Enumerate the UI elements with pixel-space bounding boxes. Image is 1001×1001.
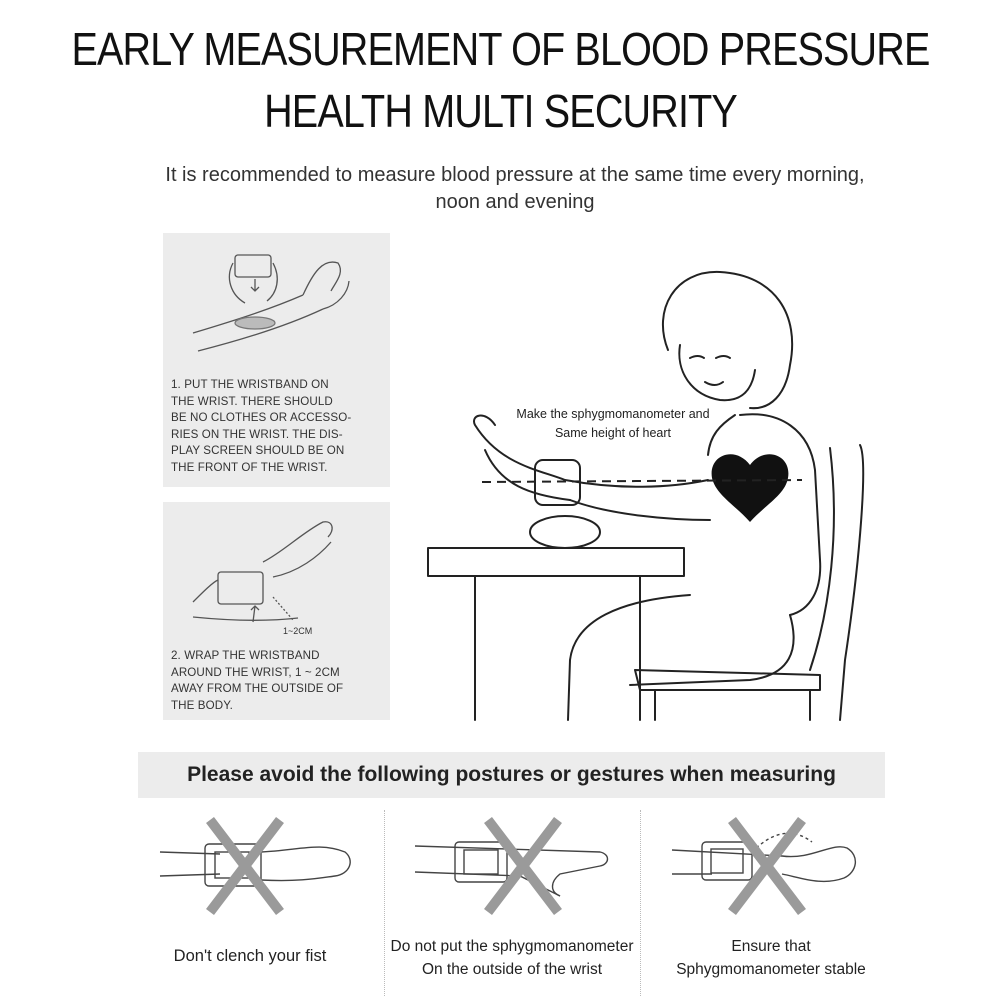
seated-measurement-illustration [390, 230, 880, 725]
avoid-caption-3: Ensure that Sphygmomanometer stable [676, 938, 866, 978]
avoid-heading: Please avoid the following postures or gestures when measuring [187, 763, 836, 786]
wristband-wrap-icon [163, 502, 390, 642]
page-title-line-2: HEALTH MULTI SECURITY [264, 85, 737, 137]
clenched-fist-icon [150, 812, 370, 922]
step-1-text: 1. PUT THE WRISTBAND ON THE WRIST. THERE SHOULD BE NO CLOTHES OR ACCESSO- RIES ON THE WRIST. THE DIS- PLAY SCREEN SHOULD BE ON THE FRONT OF THE WRIST. [171, 378, 352, 474]
heart-icon [712, 454, 789, 522]
avoid-caption-2: Do not put the sphygmomanometer On the outside of the wrist [390, 938, 634, 978]
unstable-device-icon [662, 812, 882, 922]
callout-line-2: Same height of heart [554, 426, 672, 440]
avoid-heading-band [138, 752, 885, 798]
measure-label: 1~2CM [283, 626, 313, 636]
device-outside-wrist-icon [400, 812, 630, 922]
subtitle: It is recommended to measure blood pressure at the same time every morning, noon and evening [165, 164, 865, 213]
wristband-on-wrist-icon [163, 233, 390, 373]
step-2-panel [163, 502, 390, 720]
avoid-caption-1: Don't clench your fist [173, 947, 327, 965]
step-2-text: 2. WRAP THE WRISTBAND AROUND THE WRIST, 1 ~ 2CM AWAY FROM THE OUTSIDE OF THE BODY. [171, 649, 344, 712]
callout-line-1: Make the sphygmomanometer and [516, 407, 710, 421]
page-title-line-1: EARLY MEASUREMENT OF BLOOD PRESSURE [71, 23, 930, 75]
column-divider [640, 810, 641, 996]
step-1-panel [163, 233, 390, 487]
